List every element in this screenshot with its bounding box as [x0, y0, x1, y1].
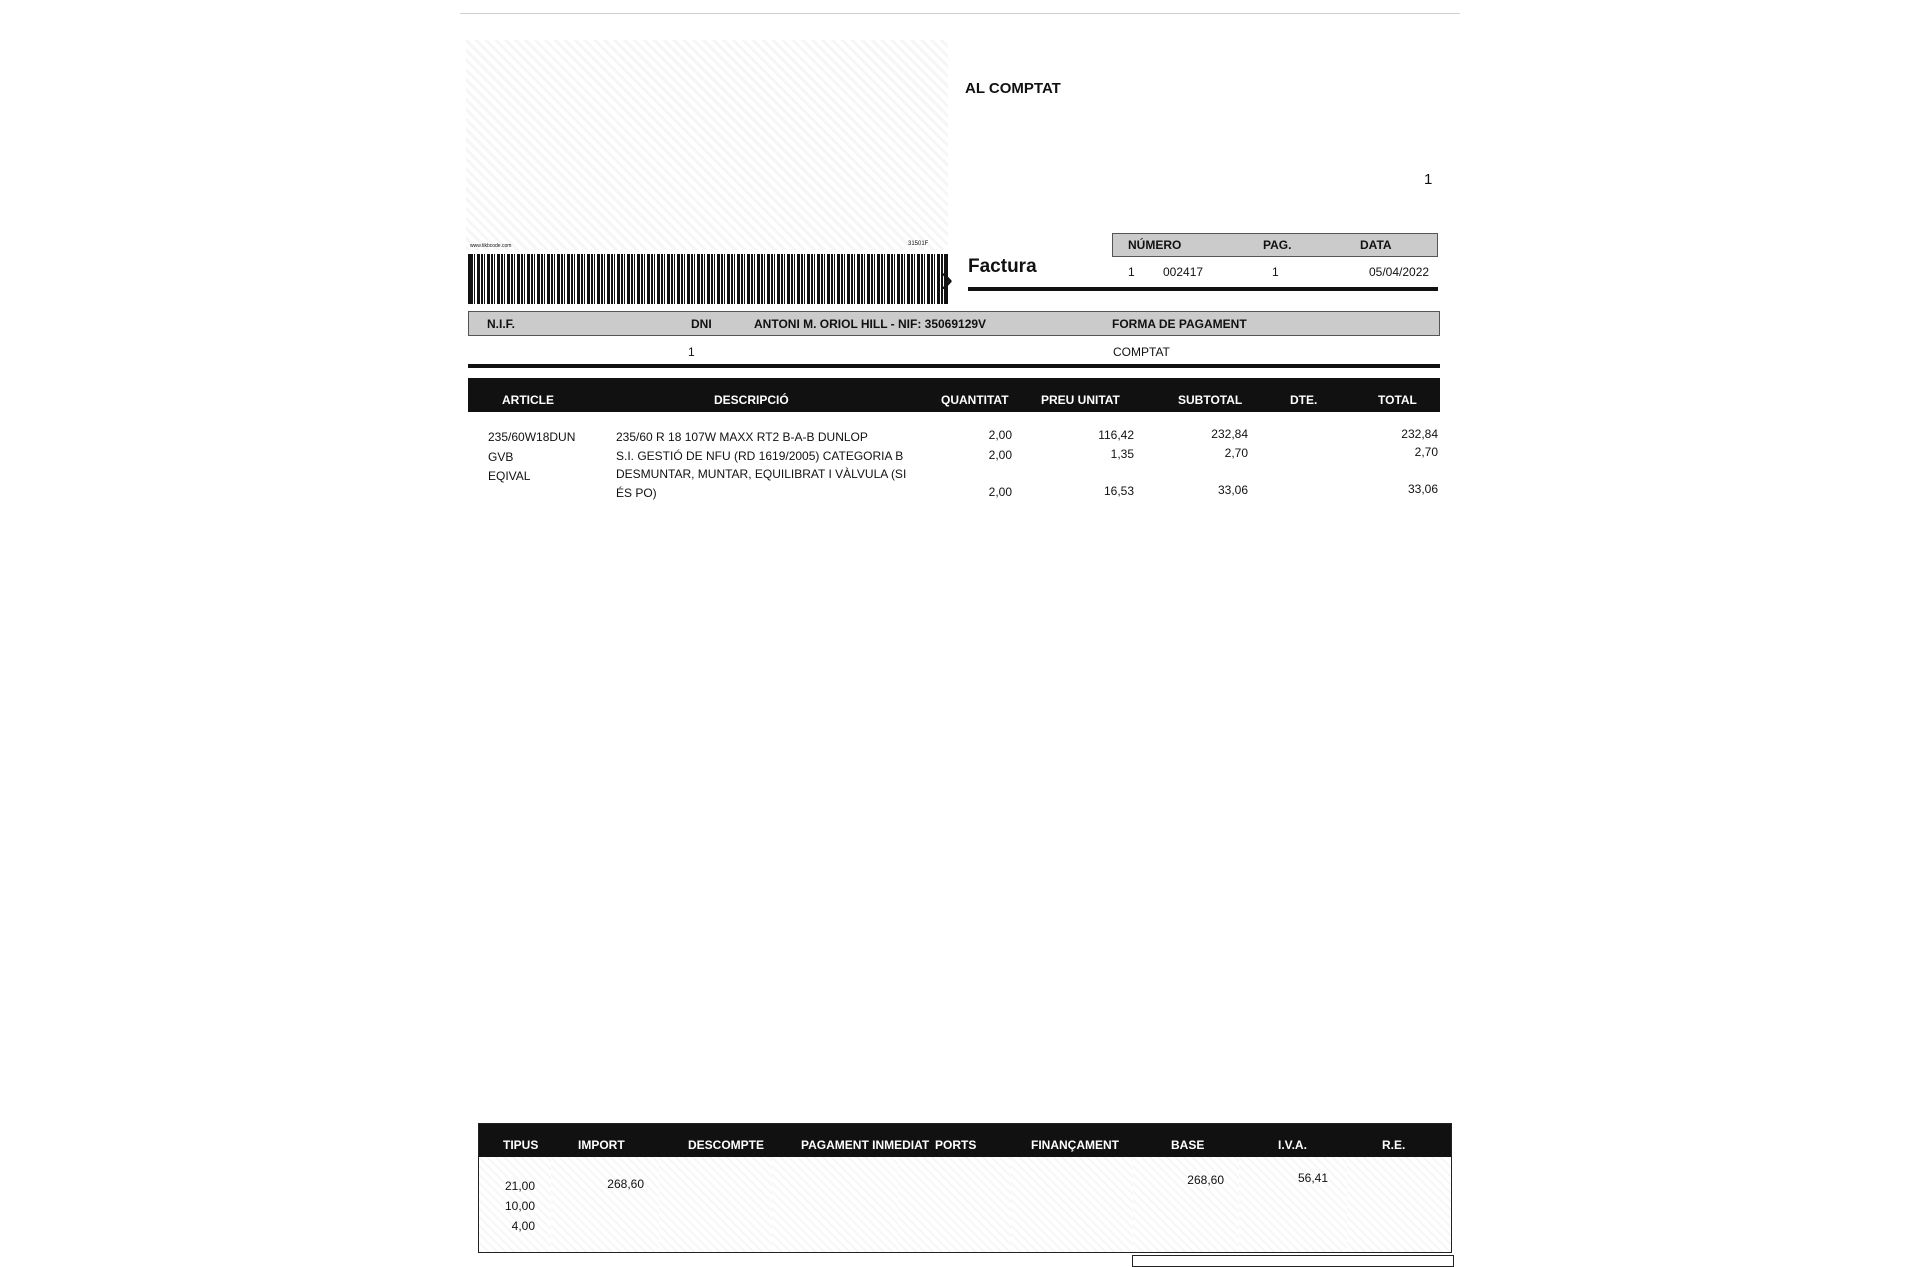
col-re: R.E.	[1382, 1138, 1406, 1152]
invoice-date: 05/04/2022	[1369, 265, 1430, 279]
header-dni: DNI	[691, 317, 712, 331]
cell-base	[1133, 1157, 1240, 1252]
tax-summary-table	[478, 1123, 1452, 1253]
col-tipus: TIPUS	[503, 1138, 539, 1152]
row-quantity: 2,00	[988, 428, 1012, 442]
invoice-page: 1	[1272, 265, 1279, 279]
row-subtotal: 2,70	[1224, 446, 1248, 460]
col-quantitat: QUANTITAT	[941, 393, 1009, 407]
customer-name: ANTONI M. ORIOL HILL - NIF: 35069129V	[754, 317, 987, 331]
row-article: 235/60W18DUN	[488, 430, 576, 444]
dni-value: 1	[688, 345, 695, 359]
barcode-arrow-icon: ›	[940, 257, 954, 301]
payment-method-value: COMPTAT	[1113, 345, 1170, 359]
cell-pagament	[772, 1157, 899, 1252]
row-description-cont: ÉS PO)	[616, 486, 657, 500]
col-total: TOTAL	[1378, 393, 1417, 407]
col-financament: FINANÇAMENT	[1031, 1138, 1119, 1152]
invoice-rule	[968, 287, 1438, 291]
row-unit-price: 16,53	[1103, 484, 1134, 498]
col-base: BASE	[1171, 1138, 1205, 1152]
invoice-number: 002417	[1163, 265, 1204, 279]
customer-rule	[468, 364, 1440, 368]
col-article: ARTICLE	[502, 393, 554, 407]
invoice-header-bar	[1112, 233, 1438, 257]
row-article: GVB	[488, 450, 514, 464]
row-unit-price: 116,42	[1098, 428, 1134, 442]
cell-descompte	[659, 1157, 773, 1252]
col-ports: PORTS	[935, 1138, 977, 1152]
header-data: DATA	[1360, 238, 1392, 252]
col-subtotal: SUBTOTAL	[1178, 393, 1243, 407]
payment-title: AL COMPTAT	[965, 80, 1061, 97]
iva-value: 56,41	[1297, 1171, 1328, 1185]
col-pagament-inmediat: PAGAMENT INMEDIAT	[801, 1138, 930, 1152]
header-nif: N.I.F.	[487, 317, 516, 331]
row-description: S.I. GESTIÓ DE NFU (RD 1619/2005) CATEGORIA B	[616, 449, 904, 463]
tipus-2: 10,00	[504, 1199, 535, 1213]
barcode-caption-right: 31501F	[908, 241, 929, 247]
tipus-1: 21,00	[504, 1179, 535, 1193]
col-descripcio: DESCRIPCIÓ	[714, 393, 789, 407]
row-total: 232,84	[1401, 427, 1438, 441]
barcode-caption-left: www.tikbcode.com	[470, 243, 512, 249]
header-pag: PAG.	[1263, 238, 1292, 252]
row-description: DESMUNTAR, MUNTAR, EQUILIBRAT I VÀLVULA (SI	[616, 467, 907, 481]
row-article: EQIVAL	[488, 469, 531, 483]
import-value: 268,60	[607, 1177, 644, 1191]
header-payment-method: FORMA DE PAGAMENT	[1112, 317, 1247, 331]
cell-financament	[1011, 1157, 1134, 1252]
company-logo-area	[466, 40, 948, 250]
total-box	[1132, 1255, 1454, 1267]
customer-header-bar	[468, 311, 1440, 336]
col-preu-unitat: PREU UNITAT	[1041, 393, 1120, 407]
tipus-3: 4,00	[511, 1219, 535, 1233]
col-dte: DTE.	[1290, 393, 1318, 407]
row-quantity: 2,00	[988, 448, 1012, 462]
col-descompte: DESCOMPTE	[688, 1138, 765, 1152]
lines-header	[468, 378, 1440, 412]
row-subtotal: 232,84	[1211, 427, 1248, 441]
cell-re	[1347, 1157, 1451, 1252]
invoice-series: 1	[1128, 265, 1135, 279]
col-import: IMPORT	[578, 1138, 625, 1152]
base-value: 268,60	[1187, 1173, 1224, 1187]
page-indicator: 1	[1424, 171, 1433, 188]
document-type: Factura	[968, 256, 1037, 277]
row-total: 33,06	[1407, 482, 1438, 496]
row-description: 235/60 R 18 107W MAXX RT2 B-A-B DUNLOP	[616, 430, 868, 444]
cell-ports	[898, 1157, 1012, 1252]
col-iva: I.V.A.	[1278, 1138, 1307, 1152]
page-top-rule	[460, 13, 1460, 14]
row-total: 2,70	[1414, 445, 1438, 459]
row-subtotal: 33,06	[1217, 483, 1248, 497]
row-quantity: 2,00	[988, 485, 1012, 499]
row-unit-price: 1,35	[1110, 447, 1134, 461]
header-numero: NÚMERO	[1128, 238, 1182, 252]
cell-import	[551, 1157, 660, 1252]
tax-summary-header	[479, 1124, 1451, 1157]
barcode	[468, 254, 948, 304]
